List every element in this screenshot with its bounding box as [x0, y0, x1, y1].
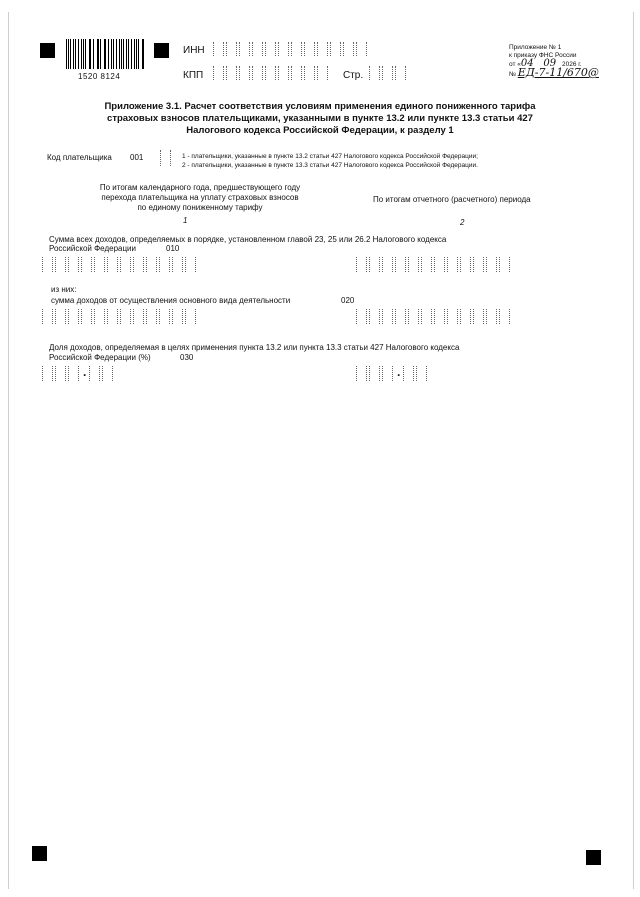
barcode-number: 1520 8124: [78, 72, 121, 81]
appendix-date-prefix: от «: [509, 61, 521, 68]
corner-marker-top-mid: [154, 43, 169, 58]
title-line3: Налогового кодекса Российской Федерации, к разделу 1: [186, 125, 454, 136]
appendix-date-day: 04: [520, 58, 534, 69]
kpp-field[interactable]: [213, 66, 330, 80]
payer-code-option1: 1 - плательщики, указанные в пункте 13.2 статьи 427 Налогового кодекса Российской Федерации;: [182, 153, 478, 160]
inn-label: ИНН: [183, 45, 205, 56]
corner-marker-bottom-left: [32, 846, 47, 861]
row020-col1-field[interactable]: [42, 309, 198, 324]
appendix-date-month: 09: [543, 58, 557, 69]
column1-number: 1: [183, 216, 188, 225]
row010-code: 010: [166, 244, 180, 253]
title-line2: страховых взносов плательщиками, указанными в пункте 13.2 или пункте 13.3 статьи 427: [107, 113, 533, 124]
title-line1: Приложение 3.1. Расчет соответствия условиям применения единого пониженного тарифа: [104, 101, 536, 112]
row030-col1-field[interactable]: [42, 366, 115, 384]
row030-code: 030: [180, 353, 194, 362]
appendix-number-prefix: №: [509, 71, 516, 78]
row010-label-line1: Сумма всех доходов, определяемых в порядке, установленном главой 23, 25 или 26.2 Налогового кодекса: [49, 235, 447, 244]
payer-code-label: Код плательщика: [47, 153, 112, 162]
column2-number: 2: [460, 218, 465, 227]
row030-label-line1: Доля доходов, определяемая в целях применения пункта 13.2 или пункта 13.3 статьи 427 Налогового кодекса: [49, 343, 460, 352]
inn-field[interactable]: [213, 42, 369, 56]
row020-label: сумма доходов от осуществления основного вида деятельности: [51, 296, 291, 305]
row020-col2-field[interactable]: [356, 309, 512, 324]
row010-label-line2: Российской Федерации: [49, 244, 136, 253]
corner-marker-bottom-right: [586, 850, 601, 865]
payer-code-field[interactable]: [160, 150, 173, 166]
column1-header-line3: по единому пониженному тарифу: [137, 203, 263, 212]
decimal-point: ·: [83, 368, 87, 382]
kpp-label: КПП: [183, 70, 204, 81]
appendix-note: [509, 44, 619, 79]
of-them-label: из них:: [51, 285, 77, 294]
row010-col1-field[interactable]: [42, 257, 198, 272]
barcode: [66, 39, 146, 69]
page-frame: [8, 12, 634, 889]
row020-code: 020: [341, 296, 355, 305]
payer-code-option2: 2 - плательщики, указанные в пункте 13.3 статьи 427 Налогового кодекса Российской Федерации.: [182, 162, 478, 169]
appendix-line1: Приложение № 1: [509, 44, 562, 51]
appendix-line2: к приказу ФНС России: [509, 52, 577, 59]
page-label: Стр.: [343, 70, 364, 81]
column1-header-line2: перехода плательщика на уплату страховых взносов: [101, 193, 299, 202]
appendix-date-year: 2026 г.: [561, 61, 582, 68]
appendix-number: ЕД-7-11/670@: [517, 66, 599, 79]
column1-header-line1: По итогам календарного года, предшествующего году: [99, 183, 301, 192]
column1-header: [60, 183, 340, 213]
corner-marker-top-left: [40, 43, 55, 58]
row030-label-line2: Российской Федерации (%): [49, 353, 151, 362]
row030-col2-field[interactable]: [356, 366, 429, 384]
page-number-field[interactable]: [369, 66, 408, 80]
payer-code-line: 001: [130, 153, 144, 162]
page-title: [80, 101, 560, 137]
decimal-point: ·: [397, 368, 401, 382]
column2-header: По итогам отчетного (расчетного) периода: [373, 195, 531, 204]
row010-col2-field[interactable]: [356, 257, 512, 272]
